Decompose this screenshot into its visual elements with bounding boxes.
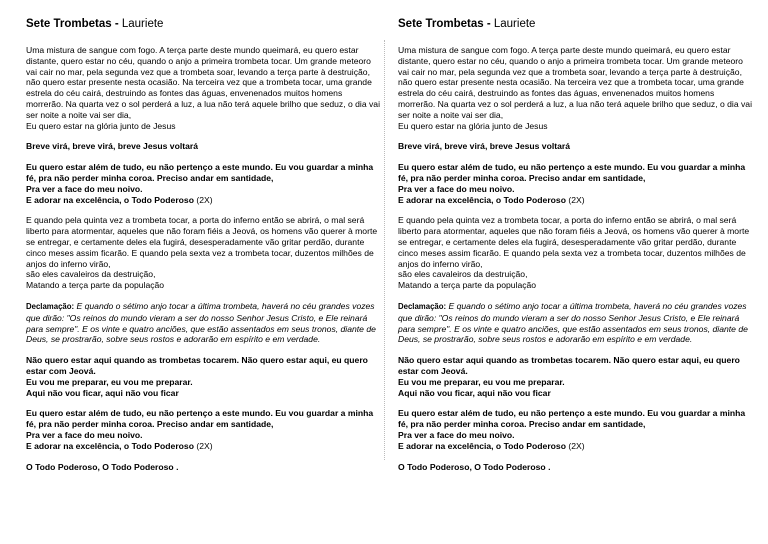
bridge: Breve virá, breve virá, breve Jesus voltará — [26, 141, 198, 152]
chorus-repeat: Eu quero estar além de tudo, eu não pertenço a este mundo. Eu vou guardar a minha fé, pra não perder minha coroa. Preciso andar em santidade, Pra ver a face do meu noivo. E adorar na excelência, o Todo Poderoso (2X) — [398, 408, 746, 451]
lyrics-column-left — [26, 18, 380, 472]
chorus-repeat: Eu quero estar além de tudo, eu não pertenço a este mundo. Eu vou guardar a minha fé, pra não perder minha coroa. Preciso andar em santidade, Pra ver a face do meu noivo. E adorar na excelência, o Todo Poderoso (2X) — [26, 408, 374, 451]
ending: O Todo Poderoso, O Todo Poderoso . — [26, 461, 179, 472]
verse-1: Uma mistura de sangue com fogo. A terça parte deste mundo queimará, eu quero estar distante, quero estar no céu, quando o anjo a primeira trombeta tocar. Um grande meteoro vai cair no mar, pela segunda vez que a trombeta soar, levando a terça parte à destruição, não quero estar presente nesta ocasião. Na terceira vez que a trombeta tocar, uma grande estrela do céu cairá, destruindo as fontes das águas, envenenados muitos homens morrerão. Na quarta vez o sol perderá a luz, a lua não terá aquele brilho que seduz, o dia vai ser noite a noite vai ser dia, Eu quero estar na glória junto de Jesus — [26, 45, 380, 131]
declaration: Declamação: E quando o sétimo anjo tocar a última trombeta, haverá no céu grandes vozes que dirão: "Os reinos do mundo vieram a ser do nosso Senhor Jesus Cristo, e Ele reinará para sempre". E os vinte e quatro anciões, que estão assentados em seus tronos, diante de Deus, se prostrarão, sobre seus rostos e adorarão em espírito e em verdade. — [398, 300, 748, 345]
artist-name: Lauriete — [121, 18, 164, 30]
lyrics-column-right — [398, 18, 752, 472]
chorus: Eu quero estar além de tudo, eu não pertenço a este mundo. Eu vou guardar a minha fé, pra não perder minha coroa. Preciso andar em santidade, Pra ver a face do meu noivo. E adorar na excelência, o Todo Poderoso (2X) — [26, 162, 374, 205]
verse-2: E quando pela quinta vez a trombeta tocar, a porta do inferno então se abrirá, o mal será liberto para atormentar, aqueles que não foram fiéis a Jeová, os homens vão querer à morte se entregar, e certamente deles ela fugirá, desesperadamente vão gritar perdão, durante cinco meses assim ficarão. E quando pela sexta vez a trombeta tocar, duzentos milhões de anjos do inferno virão, são eles cavaleiros da destruição, Matando a terça parte da população — [26, 215, 378, 291]
verse-2: E quando pela quinta vez a trombeta tocar, a porta do inferno então se abrirá, o mal será liberto para atormentar, aqueles que não foram fiéis a Jeová, os homens vão querer à morte se entregar, e certamente deles ela fugirá, desesperadamente vão gritar perdão, durante cinco meses assim ficarão. E quando pela sexta vez a trombeta tocar, duzentos milhões de anjos do inferno virão, são eles cavaleiros da destruição, Matando a terça parte da população — [398, 215, 750, 291]
verse-1: Uma mistura de sangue com fogo. A terça parte deste mundo queimará, eu quero estar distante, quero estar no céu, quando o anjo a primeira trombeta tocar. Um grande meteoro vai cair no mar, pela segunda vez que a trombeta soar, levando a terça parte à destruição, não quero estar presente nesta ocasião. Na terceira vez que a trombeta tocar, uma grande estrela do céu cairá, destruindo as fontes das águas, envenenados muitos homens morrerão. Na quarta vez o sol perderá a luz, a lua não terá aquele brilho que seduz, o dia vai ser noite a noite vai ser dia, Eu quero estar na glória junto de Jesus — [398, 45, 752, 131]
column-divider — [384, 40, 385, 460]
prechorus: Não quero estar aqui quando as trombetas tocarem. Não quero estar aqui, eu quero estar com Jeová. Eu vou me preparar, eu vou me preparar. Aqui não vou ficar, aqui não vou ficar — [398, 355, 740, 398]
song-title: Sete Trombetas - Lauriete — [398, 18, 536, 30]
ending: O Todo Poderoso, O Todo Poderoso . — [398, 461, 551, 472]
song-title: Sete Trombetas - Lauriete — [26, 18, 164, 30]
bridge: Breve virá, breve virá, breve Jesus voltará — [398, 141, 570, 152]
declaration: Declamação: E quando o sétimo anjo tocar a última trombeta, haverá no céu grandes vozes que dirão: "Os reinos do mundo vieram a ser do nosso Senhor Jesus Cristo, e Ele reinará para sempre". E os vinte e quatro anciões, que estão assentados em seus tronos, diante de Deus, se prostrarão, sobre seus rostos e adorarão em espírito e em verdade. — [26, 300, 376, 345]
artist-name: Lauriete — [493, 18, 536, 30]
prechorus: Não quero estar aqui quando as trombetas tocarem. Não quero estar aqui, eu quero estar com Jeová. Eu vou me preparar, eu vou me preparar. Aqui não vou ficar, aqui não vou ficar — [26, 355, 368, 398]
chorus: Eu quero estar além de tudo, eu não pertenço a este mundo. Eu vou guardar a minha fé, pra não perder minha coroa. Preciso andar em santidade, Pra ver a face do meu noivo. E adorar na excelência, o Todo Poderoso (2X) — [398, 162, 746, 205]
